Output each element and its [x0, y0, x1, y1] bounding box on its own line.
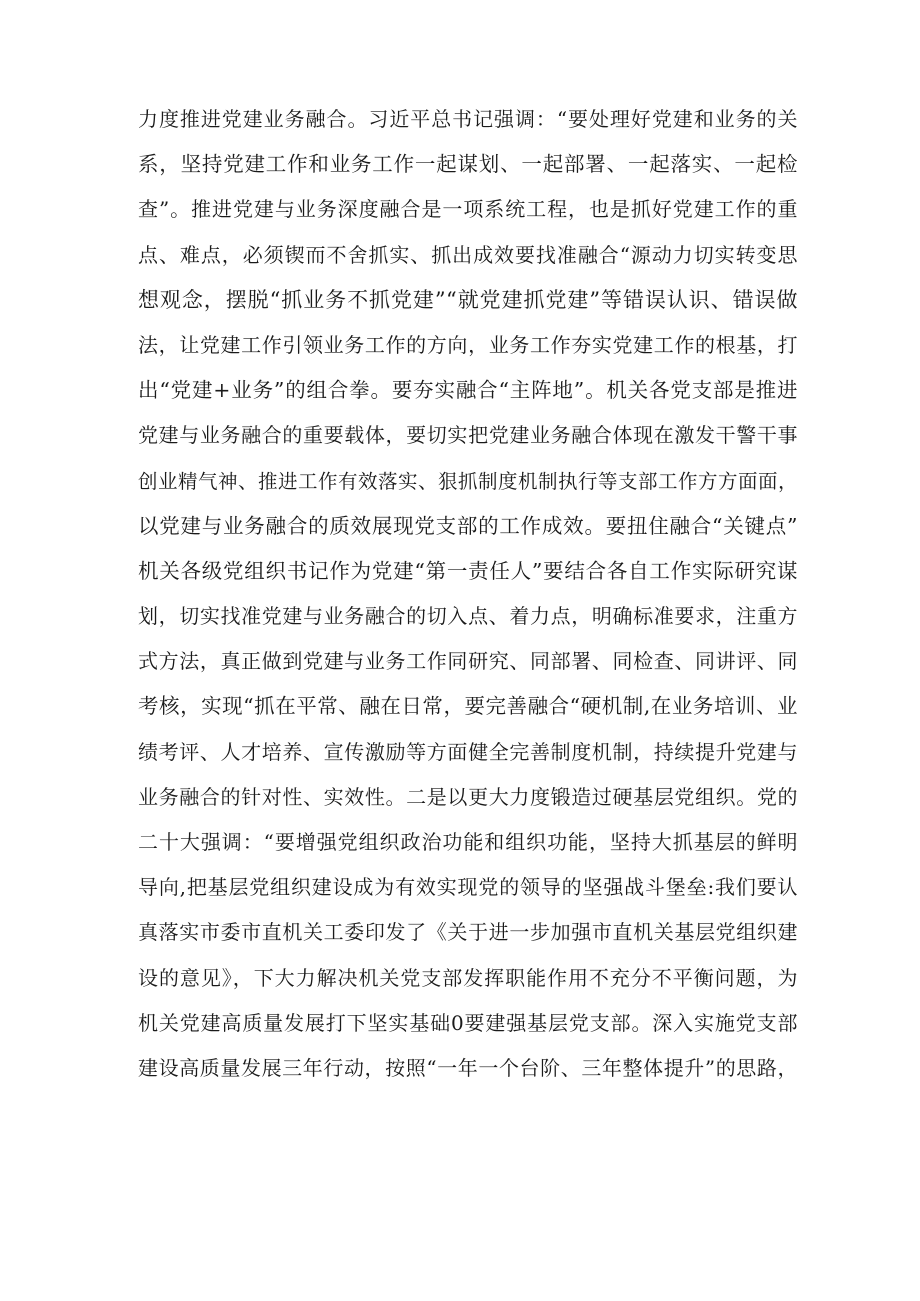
text-line: 式方法，真正做到党建与业务工作同研究、同部署、同检查、同讲评、同 — [138, 649, 798, 674]
text-line: 考核，实现“抓在平常、融在日常，要完善融合“硬机制,在业务培训、业 — [138, 694, 798, 719]
text-line: 以党建与业务融合的质效展现党支部的工作成效。要扭住融合“关键点” — [138, 513, 798, 538]
text-line: 想观念，摆脱“抓业务不抓党建”“就党建抓党建”等错误认识、错误做 — [138, 287, 798, 312]
text-line: 法，让党建工作引领业务工作的方向，业务工作夯实党建工作的根基，打 — [138, 332, 798, 357]
text-line: 创业精气神、推进工作有效落实、狠抓制度机制执行等支部工作方方面面， — [138, 469, 799, 493]
body-paragraph — [138, 97, 798, 1091]
text-line: 出“党建+业务”的组合拳。要夯实融合“主阵地”。机关各党支部是推进 — [138, 378, 798, 403]
text-line: 党建与业务融合的重要载体，要切实把党建业务融合体现在激发干警干事 — [138, 423, 798, 448]
text-line: 真落实市委市直机关工委印发了《关于进一步加强市直机关基层党组织建 — [138, 920, 798, 945]
text-line: 点、难点，必须锲而不舍抓实、抓出成效要找准融合“源动力切实转变思 — [138, 242, 798, 267]
text-line: 查”。推进党建与业务深度融合是一项系统工程，也是抓好党建工作的重 — [138, 197, 798, 222]
text-line: 建设高质量发展三年行动，按照“一年一个台阶、三年整体提升”的思路， — [138, 1055, 798, 1080]
text-line: 机关党建高质量发展打下坚实基础0要建强基层党支部。深入实施党支部 — [138, 1010, 798, 1035]
text-line: 绩考评、人才培养、宣传激励等方面健全完善制度机制，持续提升党建与 — [138, 739, 798, 764]
text-line: 二十大强调：“要增强党组织政治功能和组织功能，坚持大抓基层的鲜明 — [138, 830, 798, 854]
text-line: 机关各级党组织书记作为党建“第一责任人”要结合各自工作实际研究谋 — [138, 558, 798, 583]
text-line: 划，切实找准党建与业务融合的切入点、着力点，明确标准要求，注重方 — [138, 604, 798, 629]
text-line: 设的意见》，下大力解决机关党支部发挥职能作用不充分不平衡问题，为 — [138, 965, 798, 990]
text-line: 力度推进党建业务融合。习近平总书记强调：“要处理好党建和业务的关 — [138, 107, 798, 131]
text-line: 导向,把基层党组织建设成为有效实现党的领导的坚强战斗堡垒:我们要认 — [138, 875, 798, 900]
text-line: 业务融合的针对性、实效性。二是以更大力度锻造过硬基层党组织。党的 — [138, 784, 798, 809]
text-line: 系，坚持党建工作和业务工作一起谋划、一起部署、一起落实、一起检 — [138, 152, 798, 177]
